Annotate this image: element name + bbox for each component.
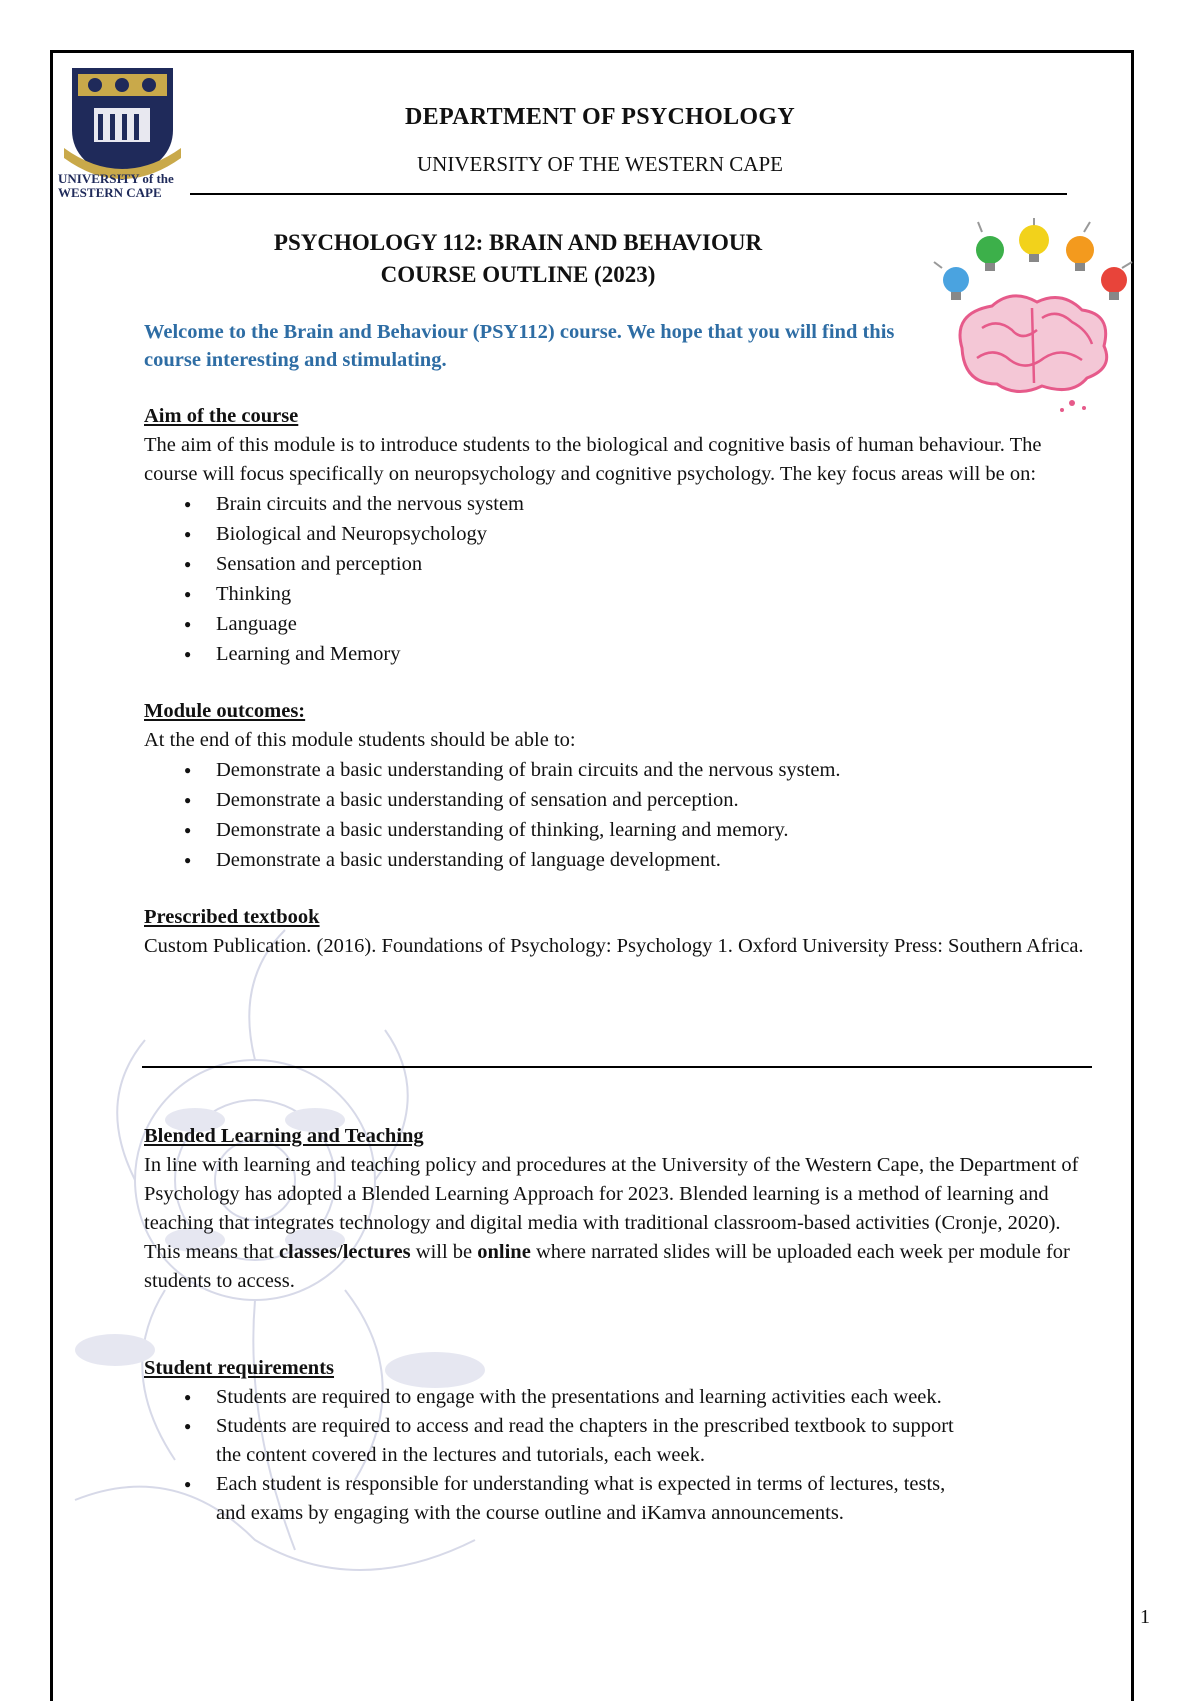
textbook-heading: Prescribed textbook [144,906,320,928]
blended-heading: Blended Learning and Teaching [144,1125,424,1147]
list-item: ● Each student is responsible for understanding what is expected in terms of lectures, tests, and exams by engaging with the course outline and iKamva announcements. [144,1470,954,1528]
list-item: ● Learning and Memory [144,639,1094,669]
section-divider [142,1066,1092,1068]
list-item: ● Students are required to access and read the chapters in the prescribed textbook to support the content covered in the lectures and tutorials, each week. [144,1412,954,1470]
blended-bold-online: online [477,1241,531,1263]
requirements-heading: Student requirements [144,1357,335,1379]
outcomes-list [144,755,1094,875]
header-divider [190,193,1067,195]
blended-text-part1: In line with learning and teaching policy and procedures at the University of the Western Cape, the Department of Psychology has adopted a Blended Learning Approach for 2023. Blended learning is a method of learning and teaching that integrates technology and digital media with traditional classroom-based activities (Cronje, 2020). This means that [144,1154,1079,1263]
list-item: ● Demonstrate a basic understanding of sensation and perception. [144,785,1094,815]
blended-text [144,1151,1094,1296]
page-number: 1 [1140,1606,1150,1628]
blended-text-part3: where narrated slides will be uploaded each week per module for students to access. [144,1241,1070,1292]
list-item: ● Sensation and perception [144,549,1094,579]
requirements-list [144,1383,1094,1528]
list-item: ● Demonstrate a basic understanding of thinking, learning and memory. [144,815,1094,845]
crest-caption-line2: WESTERN CAPE [58,185,162,200]
secondary-content [144,1122,1094,1528]
welcome-message: Welcome to the Brain and Behaviour (PSY112) course. We hope that you will find this course interesting and stimulating. [144,321,895,371]
university-heading: UNIVERSITY OF THE WESTERN CAPE [417,152,783,176]
course-subtitle: COURSE OUTLINE (2023) [380,262,656,287]
list-item: ● Demonstrate a basic understanding of brain circuits and the nervous system. [144,755,1094,785]
main-content [144,402,1094,961]
crest-caption-line1: UNIVERSITY of the [58,171,174,186]
aim-text: The aim of this module is to introduce students to the biological and cognitive basis of human behaviour. The course will focus specifically on neuropsychology and cognitive psychology. The key focus areas will be on: [144,434,1042,485]
aim-focus-list [144,489,1094,669]
outcomes-heading: Module outcomes: [144,700,306,722]
list-item: ● Biological and Neuropsychology [144,519,1094,549]
list-item: ● Thinking [144,579,1094,609]
blended-bold-classes: classes/lectures [278,1241,411,1263]
outcomes-text: At the end of this module students should be able to: [144,729,576,751]
blended-text-part2: will be [410,1241,478,1263]
brain-lightbulbs-illustration [922,218,1144,418]
list-item: ● Students are required to engage with the presentations and learning activities each week. [144,1383,954,1412]
course-title: PSYCHOLOGY 112: BRAIN AND BEHAVIOUR [273,230,763,255]
aim-heading: Aim of the course [144,405,299,427]
list-item: ● Language [144,609,1094,639]
textbook-text: Custom Publication. (2016). Foundations of Psychology: Psychology 1. Oxford University Press: Southern Africa. [144,935,1084,957]
department-heading: DEPARTMENT OF PSYCHOLOGY [405,104,795,130]
list-item: ● Brain circuits and the nervous system [144,489,1094,519]
list-item: ● Demonstrate a basic understanding of language development. [144,845,1094,875]
